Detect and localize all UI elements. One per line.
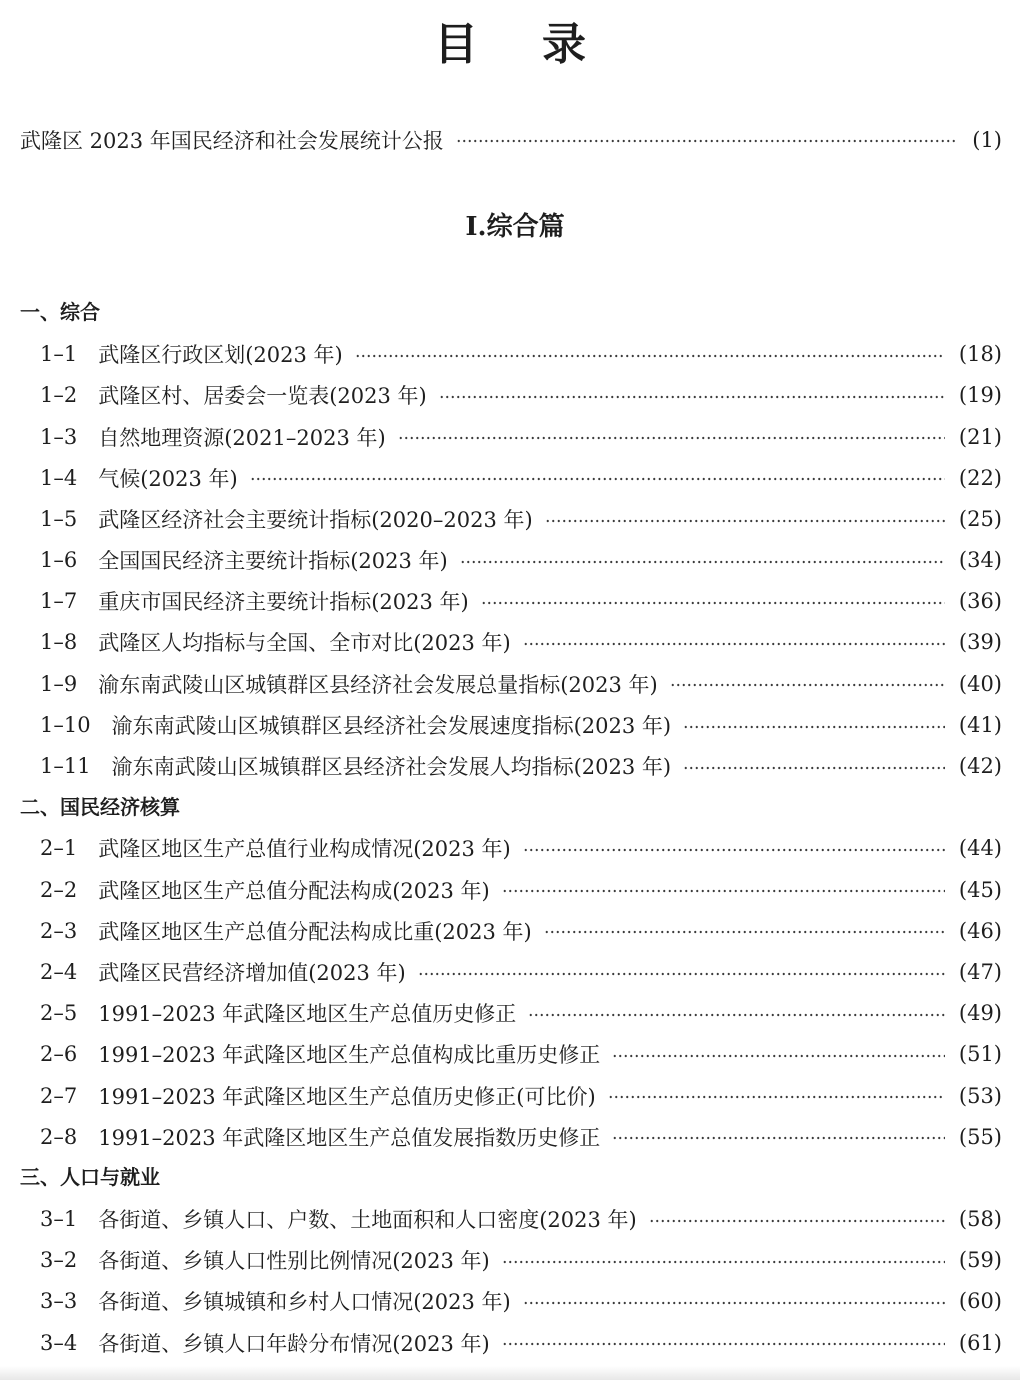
entry-title: 渝东南武陵山区城镇群区县经济社会发展人均指标(2023 年) [111, 755, 672, 780]
dot-leader [456, 119, 958, 160]
dot-leader [250, 457, 945, 498]
dot-leader [544, 910, 945, 951]
entry-title: 武隆区民营经济增加值(2023 年) [98, 960, 406, 985]
entry-number: 3–4 [40, 1330, 78, 1355]
dot-leader [612, 1116, 945, 1157]
dot-leader [523, 622, 945, 663]
entry-page: (19) [958, 383, 1002, 408]
toc-entry [20, 1281, 1002, 1322]
entry-number: 2–5 [40, 1001, 78, 1026]
entry-title: 武隆区地区生产总值分配法构成比重(2023 年) [98, 919, 532, 944]
page-title: 目录 [434, 19, 650, 70]
toc-entry [20, 457, 1002, 498]
entry-number: 2–7 [40, 1083, 78, 1108]
toc-entry [20, 663, 1002, 704]
entry-page: (39) [958, 630, 1002, 655]
entry-title: 武隆区经济社会主要统计指标(2020–2023 年) [98, 507, 533, 532]
toc-entry [20, 1034, 1002, 1075]
entry-title: 各街道、乡镇人口年龄分布情况(2023 年) [98, 1331, 490, 1356]
entry-number: 1–9 [40, 671, 78, 696]
entry-title: 自然地理资源(2021–2023 年) [98, 425, 386, 450]
toc-entry [20, 704, 1002, 745]
dot-leader [523, 1281, 945, 1322]
toc-entry [20, 828, 1002, 869]
toc-entry [20, 375, 1002, 416]
toc-entry [20, 951, 1002, 992]
toc-entry-statistical-bulletin [20, 119, 1002, 160]
entry-page: (41) [958, 712, 1002, 737]
entry-number: 2–1 [40, 836, 78, 861]
entry-title: 武隆区地区生产总值行业构成情况(2023 年) [98, 837, 511, 862]
toc-entry [20, 869, 1002, 910]
toc-entry [20, 622, 1002, 663]
entry-title: 气候(2023 年) [98, 466, 238, 491]
entry-title: 1991–2023 年武隆区地区生产总值历史修正 [98, 1002, 517, 1027]
dot-leader [545, 498, 945, 539]
toc-entry [20, 1240, 1002, 1281]
toc-entry [20, 416, 1002, 457]
entry-page: (49) [958, 1001, 1002, 1026]
dot-leader [670, 663, 945, 704]
entry-page: (40) [958, 671, 1002, 696]
entry-title: 武隆区行政区划(2023 年) [98, 343, 343, 368]
section-heading: 二、国民经济核算 [20, 794, 180, 819]
entry-page: (36) [958, 589, 1002, 614]
entry-title: 武隆区地区生产总值分配法构成(2023 年) [98, 878, 490, 903]
toc-entry [20, 540, 1002, 581]
entry-page: (55) [958, 1124, 1002, 1149]
entry-number: 2–3 [40, 918, 78, 943]
table-of-contents [20, 292, 1002, 1363]
entry-number: 2–8 [40, 1124, 78, 1149]
toc-entry [20, 745, 1002, 786]
entry-page: (59) [958, 1248, 1002, 1273]
entry-page: (44) [958, 836, 1002, 861]
entry-title: 1991–2023 年武隆区地区生产总值历史修正(可比价) [98, 1084, 596, 1109]
entry-number: 1–6 [40, 548, 78, 573]
toc-entry [20, 993, 1002, 1034]
page-bottom-shade [0, 1366, 1020, 1380]
dot-leader [398, 416, 945, 457]
entry-title: 武隆区 2023 年国民经济和社会发展统计公报 [20, 128, 444, 153]
toc-entry [20, 498, 1002, 539]
dot-leader [608, 1075, 945, 1116]
entry-page: (46) [958, 918, 1002, 943]
entry-title: 武隆区人均指标与全国、全市对比(2023 年) [98, 631, 511, 656]
dot-leader [418, 951, 945, 992]
entry-title: 全国国民经济主要统计指标(2023 年) [98, 549, 448, 574]
dot-leader [502, 869, 945, 910]
part-title: Ⅰ.综合篇 [465, 212, 565, 242]
toc-entry [20, 581, 1002, 622]
entry-page: (34) [958, 548, 1002, 573]
entry-page: (42) [958, 754, 1002, 779]
entry-title: 1991–2023 年武隆区地区生产总值构成比重历史修正 [98, 1043, 601, 1068]
entry-page: (22) [958, 465, 1002, 490]
dot-leader [523, 828, 945, 869]
entry-number: 1–11 [40, 754, 91, 779]
entry-number: 1–7 [40, 589, 78, 614]
entry-number: 1–1 [40, 342, 78, 367]
entry-title: 武隆区村、居委会一览表(2023 年) [98, 384, 427, 409]
entry-number: 3–3 [40, 1289, 78, 1314]
entry-page: (53) [958, 1083, 1002, 1108]
entry-number: 3–1 [40, 1207, 78, 1232]
entry-page: (21) [958, 424, 1002, 449]
entry-number: 2–6 [40, 1042, 78, 1067]
entry-page: (58) [958, 1207, 1002, 1232]
toc-entry [20, 1199, 1002, 1240]
entry-number: 1–3 [40, 424, 78, 449]
entry-title: 渝东南武陵山区城镇群区县经济社会发展总量指标(2023 年) [98, 672, 658, 697]
entry-title: 1991–2023 年武隆区地区生产总值发展指数历史修正 [98, 1125, 601, 1150]
entry-title: 各街道、乡镇人口、户数、土地面积和人口密度(2023 年) [98, 1208, 637, 1233]
entry-number: 2–2 [40, 877, 78, 902]
toc-entry [20, 334, 1002, 375]
dot-leader [649, 1199, 945, 1240]
entry-number: 3–2 [40, 1248, 78, 1273]
dot-leader [502, 1240, 945, 1281]
entry-title: 渝东南武陵山区城镇群区县经济社会发展速度指标(2023 年) [111, 713, 672, 738]
entry-number: 1–2 [40, 383, 78, 408]
entry-title: 各街道、乡镇城镇和乡村人口情况(2023 年) [98, 1290, 511, 1315]
entry-page: (18) [958, 342, 1002, 367]
dot-leader [355, 334, 945, 375]
toc-entry [20, 1116, 1002, 1157]
entry-title: 各街道、乡镇人口性别比例情况(2023 年) [98, 1249, 490, 1274]
dot-leader [439, 375, 945, 416]
entry-page: (51) [958, 1042, 1002, 1067]
entry-page: (60) [958, 1289, 1002, 1314]
entry-number: 1–10 [40, 712, 91, 737]
entry-number: 1–8 [40, 630, 78, 655]
entry-page: (1) [972, 127, 1002, 152]
section-heading: 三、人口与就业 [20, 1165, 160, 1190]
entry-number: 1–4 [40, 465, 78, 490]
dot-leader [502, 1322, 945, 1363]
section-heading: 一、综合 [20, 300, 100, 325]
dot-leader [612, 1034, 945, 1075]
entry-page: (61) [958, 1330, 1002, 1355]
toc-entry [20, 1075, 1002, 1116]
entry-page: (45) [958, 877, 1002, 902]
dot-leader [460, 540, 945, 581]
entry-page: (47) [958, 959, 1002, 984]
dot-leader [481, 581, 945, 622]
entry-number: 1–5 [40, 506, 78, 531]
dot-leader [683, 704, 945, 745]
entry-page: (25) [958, 506, 1002, 531]
dot-leader [528, 993, 945, 1034]
toc-entry [20, 1322, 1002, 1363]
entry-title: 重庆市国民经济主要统计指标(2023 年) [98, 590, 469, 615]
dot-leader [683, 745, 945, 786]
toc-entry [20, 910, 1002, 951]
entry-number: 2–4 [40, 959, 78, 984]
